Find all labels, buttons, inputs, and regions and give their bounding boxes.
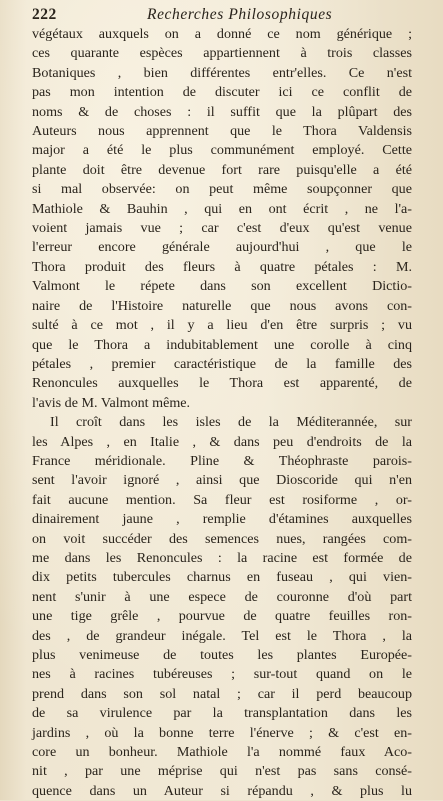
text-line: de sa virulence par la transplantation dans les (32, 705, 412, 722)
text-line: sulté à ce mot , il y a lieu d'en être surpris ; vu (32, 317, 412, 334)
text-line: noms & de choses : il suffit que la plûpart des (32, 103, 412, 120)
text-line: nit , par une méprise qui n'est pas sans consé- (32, 763, 412, 780)
text-line: plante doit être devenue fort rare puisqu'elle a été (32, 161, 412, 178)
text-line: naire de l'Histoire naturelle que nous avons con- (32, 297, 412, 314)
text-line: Mathiole & Bauhin , qui en ont écrit , ne l'a- (32, 200, 412, 217)
page-body (32, 25, 412, 801)
text-line: dix petits tubercules charnus en fuseau , qui vien- (32, 569, 412, 586)
text-line: fait aucune mention. Sa fleur est rosiforme , or- (32, 491, 412, 508)
text-line: plus venimeuse de toutes les plantes Europée- (32, 647, 412, 663)
text-line: une tige grêle , pourvue de quatre feuilles ron- (32, 608, 412, 625)
text-line: que le Thora a indubitablement une corolle à cinq (32, 336, 412, 353)
text-line: prend dans son sol natal ; car il perd beaucoup (32, 685, 412, 702)
text-line: Thora produit des fleurs à quatre pétales : M. (32, 258, 412, 275)
page-header (32, 4, 413, 26)
page-number: 222 (32, 6, 57, 23)
text-line: l'erreur encore générale aujourd'hui , que le (32, 239, 412, 256)
text-line: des , de grandeur inégale. Tel est le Thora , la (32, 627, 412, 644)
text-line: voient jamais vue ; car c'est d'eux qu'est venue (32, 220, 412, 237)
text-line: l'avis de M. Valmont même. (32, 394, 191, 411)
text-line: me dans les Renoncules : la racine est formée de (32, 549, 412, 566)
text-line: nent s'unir à une espece de couronne d'où part (32, 588, 412, 605)
text-line: Il croît dans les isles de la Méditerannée, sur (50, 414, 412, 431)
text-line: jardins , où la bonne terre l'énerve ; & c'est en- (32, 724, 412, 741)
text-line: végétaux auxquels on a donné ce nom générique ; (32, 26, 412, 42)
text-line: dinairement jaune , remplie d'étamines auxquelles (32, 511, 412, 528)
text-line: quence dans un Auteur si répandu , & plus lu (32, 782, 412, 799)
text-line: Renoncules auxquelles le Thora est apparenté, de (32, 375, 412, 392)
text-line: pas mon intention de discuter ici ce conflit de (32, 84, 412, 101)
text-line: pétales , premier caractéristique de la famille des (32, 355, 412, 372)
text-line: core un bonheur. Mathiole l'a nommé faux Aco- (32, 744, 412, 761)
running-title: Recherches Philosophiques (147, 6, 333, 23)
text-line: les Alpes , en Italie , & dans peu d'endroits de la (32, 433, 412, 450)
text-line: major a été le plus communément employé. Cette (32, 142, 412, 159)
text-line: sent l'avoir ignoré , ainsi que Dioscoride qui n'en (32, 472, 412, 489)
text-line: ces quarante espèces appartiennent à trois classes (32, 45, 412, 62)
text-line: nes à racines tubéreuses ; sur-tout quand on le (32, 666, 412, 683)
text-line: Botaniques , bien différentes entr'elles. Ce n'est (32, 64, 412, 81)
paragraph-2 (32, 413, 412, 801)
text-line: on voit succéder des semences nues, rangées com- (32, 530, 412, 547)
text-line: Auteurs nous apprennent que le Thora Valdensis (32, 123, 412, 140)
text-line: si mal observée: on peut même soupçonner que (32, 181, 412, 198)
text-line: Valmont le répete dans son excellent Dictio- (32, 278, 412, 295)
text-line: France méridionale. Pline & Théophraste parois- (32, 452, 412, 469)
paragraph-1 (32, 25, 412, 413)
